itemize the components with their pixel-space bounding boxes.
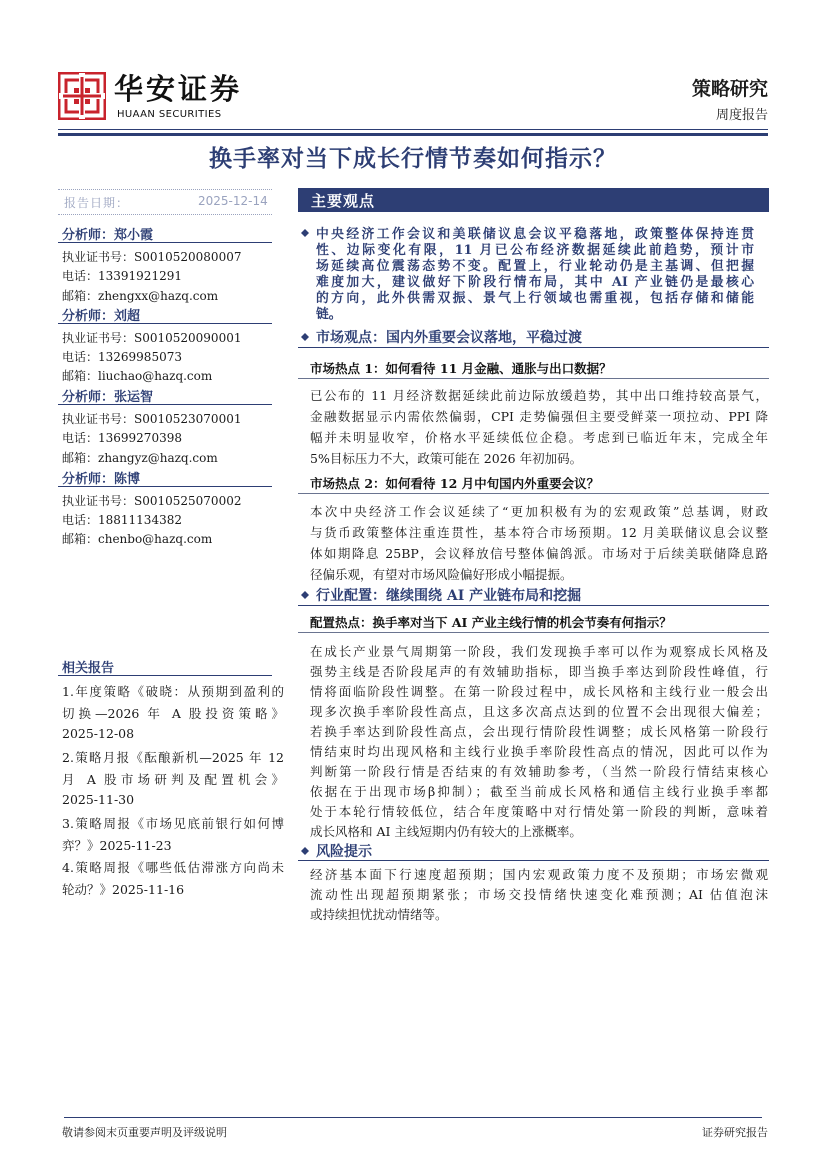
related-report-line[interactable]: 轮动？》2025-11-16 <box>62 882 185 897</box>
analyst-license: 执业证书号：S0010520080007 <box>62 250 242 264</box>
summary-line: 难度加大，建议做好下阶段行情布局，其中 AI 产业链仍是最核心 <box>316 275 754 290</box>
risk-heading: 风险提示 <box>316 844 372 860</box>
paragraph-line: 强势主线是否阶段尾声的有效辅助指标，即当换手率达到阶段性峰值，行 <box>310 664 768 679</box>
analyst-license: 执业证书号：S0010525070002 <box>62 494 242 508</box>
paragraph-line: 在成长产业景气周期第一阶段，我们发现换手率可以作为观察成长风格及 <box>310 644 768 659</box>
logo-mark-icon <box>58 72 106 120</box>
bullet-diamond-icon <box>301 847 309 855</box>
bullet-diamond-icon <box>301 229 309 237</box>
related-report-line[interactable]: 月 A 股市场研判及配置机会》 <box>62 772 284 787</box>
header-rule-thin <box>58 129 768 130</box>
related-report-line[interactable]: 1.年度策略《破晓：从预期到盈利的 <box>62 684 284 699</box>
logo-text-cn: 华安证券 <box>114 72 243 106</box>
related-report-line[interactable]: 3.策略周报《市场见底前银行如何博 <box>62 816 284 831</box>
analyst-phone: 电话：13391921291 <box>62 269 182 283</box>
paragraph-line: 已公布的 11 月经济数据延续此前边际放缓趋势，其中出口维持较高景气， <box>310 388 768 403</box>
bullet-diamond-icon <box>301 333 309 341</box>
related-report-line[interactable]: 4.策略周报《哪些低估滞涨方向尚未 <box>62 860 284 875</box>
footer-disclaimer[interactable]: 敬请参阅末页重要声明及评级说明 <box>62 1126 227 1139</box>
paragraph-line: 现多次换手率阶段性高点，且这多次高点达到的位置不会出现很大偏差； <box>310 704 768 719</box>
paragraph-line: 体如期降息 25BP，会议释放信号整体偏鸽派。市场对于后续美联储降息路 <box>310 546 768 561</box>
section-divider <box>298 605 769 606</box>
market-view-heading: 市场观点：国内外重要会议落地，平稳过渡 <box>316 330 582 346</box>
analyst-name: 分析师：陈博 <box>62 472 141 487</box>
paragraph-line: 成长风格和 AI 主线短期内仍有较大的上涨概率。 <box>310 824 582 839</box>
related-report-line[interactable]: 2025-12-08 <box>62 726 135 741</box>
analyst-email[interactable]: 邮箱：liuchao@hazq.com <box>62 369 213 383</box>
analyst-name: 分析师：刘超 <box>62 309 141 324</box>
main-view-heading: 主要观点 <box>311 192 376 210</box>
analyst-license: 执业证书号：S0010523070001 <box>62 412 242 426</box>
logo-text-en: HUAAN SECURITIES <box>117 109 222 120</box>
related-reports-title: 相关报告 <box>62 661 115 676</box>
summary-line: 场延续高位震荡态势不变。配置上，行业轮动仍是主基调、但把握 <box>316 259 754 274</box>
question-divider <box>298 378 769 379</box>
analyst-license: 执业证书号：S0010520090001 <box>62 331 242 345</box>
section-divider <box>298 347 769 348</box>
doc-subcategory: 周度报告 <box>715 108 768 123</box>
paragraph-line: 与货币政策整体注重连贯性，基本符合市场预期。12 月美联储议息会议整 <box>310 525 768 540</box>
footer-label: 证券研究报告 <box>702 1126 768 1139</box>
paragraph-line: 5%目标压力不大，政策可能在 2026 年初加码。 <box>310 451 583 466</box>
industry-allocation-heading: 行业配置：继续围绕 AI 产业链布局和挖掘 <box>316 588 582 604</box>
doc-category: 策略研究 <box>691 78 768 100</box>
summary-line: 性、边际变化有限，11 月已公布经济数据延续此前趋势，预计市 <box>316 243 754 258</box>
summary-line: 中央经济工作会议和美联储议息会议平稳落地，政策整体保持连贯 <box>316 227 754 242</box>
page-title: 换手率对当下成长行情节奏如何指示？ <box>209 145 617 172</box>
paragraph-line: 金融数据显示内需依然偏弱，CPI 走势偏强但主要受鲜菜一项拉动、PPI 降 <box>310 409 768 424</box>
paragraph-line: 判断第一阶段行情是否结束的有效辅助参考，（当然一阶段行情结束核心 <box>310 764 768 779</box>
bullet-diamond-icon <box>301 591 309 599</box>
summary-line: 链。 <box>316 307 342 322</box>
paragraph-line: 经济基本面下行速度超预期；国内宏观政策力度不及预期；市场宏微观 <box>310 867 768 882</box>
analyst-email[interactable]: 邮箱：chenbo@hazq.com <box>62 532 213 546</box>
paragraph-line: 或持续担忧扰动情绪等。 <box>310 907 448 922</box>
analyst-divider <box>58 486 272 487</box>
footer-rule <box>64 1117 762 1118</box>
related-report-line[interactable]: 2.策略月报《酝酿新机—2025 年 12 <box>62 750 284 765</box>
analyst-email[interactable]: 邮箱：zhangyz@hazq.com <box>62 451 218 465</box>
paragraph-line: 若换手率达到阶段性高点，会出现行情阶段性调整；成长风格第一阶段行 <box>310 724 768 739</box>
paragraph-line: 处于本轮行情较低位，结合年度策略中对行情处第一阶段的判断，意味着 <box>310 804 768 819</box>
question-divider <box>298 632 769 633</box>
analyst-email[interactable]: 邮箱：zhengxx@hazq.com <box>62 289 219 303</box>
market-hotspot-2-title: 市场热点 2：如何看待 12 月中旬国内外重要会议？ <box>310 476 600 491</box>
summary-line: 的方向，此外供需双振、景气上行领域也需重视，包括存储和储能 <box>316 291 754 306</box>
analyst-name: 分析师：郑小霞 <box>62 228 154 243</box>
section-divider <box>298 860 769 861</box>
question-divider <box>298 493 769 494</box>
paragraph-line: 情结束时均出现风格和主线行业换手率阶段性高点的情况，因此可以作为 <box>310 744 768 759</box>
report-date-value: 2025-12-14 <box>198 194 268 208</box>
report-date-label: 报告日期： <box>64 196 130 210</box>
analyst-phone: 电话：18811134382 <box>62 513 182 527</box>
related-report-line[interactable]: 切换—2026 年 A 股投资策略》 <box>62 706 284 721</box>
related-report-line[interactable]: 弈？》2025-11-23 <box>62 838 172 853</box>
paragraph-line: 流动性出现超预期紧张；市场交投情绪快速变化难预测；AI 估值泡沫 <box>310 887 768 902</box>
related-reports-divider <box>58 675 272 676</box>
analyst-divider <box>58 323 272 324</box>
allocation-hotspot-title: 配置热点：换手率对当下 AI 产业主线行情的机会节奏有何指示？ <box>310 615 672 630</box>
analyst-phone: 电话：13269985073 <box>62 350 182 364</box>
related-report-line[interactable]: 2025-11-30 <box>62 792 135 807</box>
paragraph-line: 径偏乐观，有望对市场风险偏好形成小幅提振。 <box>310 567 573 582</box>
analyst-name: 分析师：张运智 <box>62 390 154 405</box>
analyst-divider <box>58 242 272 243</box>
paragraph-line: 依据在于出现市场β抑制）；截至当前成长风格和通信主线行业换手率都 <box>310 784 768 799</box>
paragraph-line: 幅并未明显收窄，价格水平延续低位企稳。考虑到已临近年末，完成全年 <box>310 430 768 445</box>
paragraph-line: 本次中央经济工作会议延续了“更加积极有为的宏观政策”总基调，财政 <box>310 504 768 519</box>
analyst-phone: 电话：13699270398 <box>62 431 182 445</box>
analyst-divider <box>58 404 272 405</box>
paragraph-line: 情将面临阶段性调整。在第一阶段过程中，成长风格和主线行业一般会出 <box>310 684 768 699</box>
header-rule-thick <box>58 133 768 136</box>
market-hotspot-1-title: 市场热点 1：如何看待 11 月金融、通胀与出口数据？ <box>310 361 612 376</box>
